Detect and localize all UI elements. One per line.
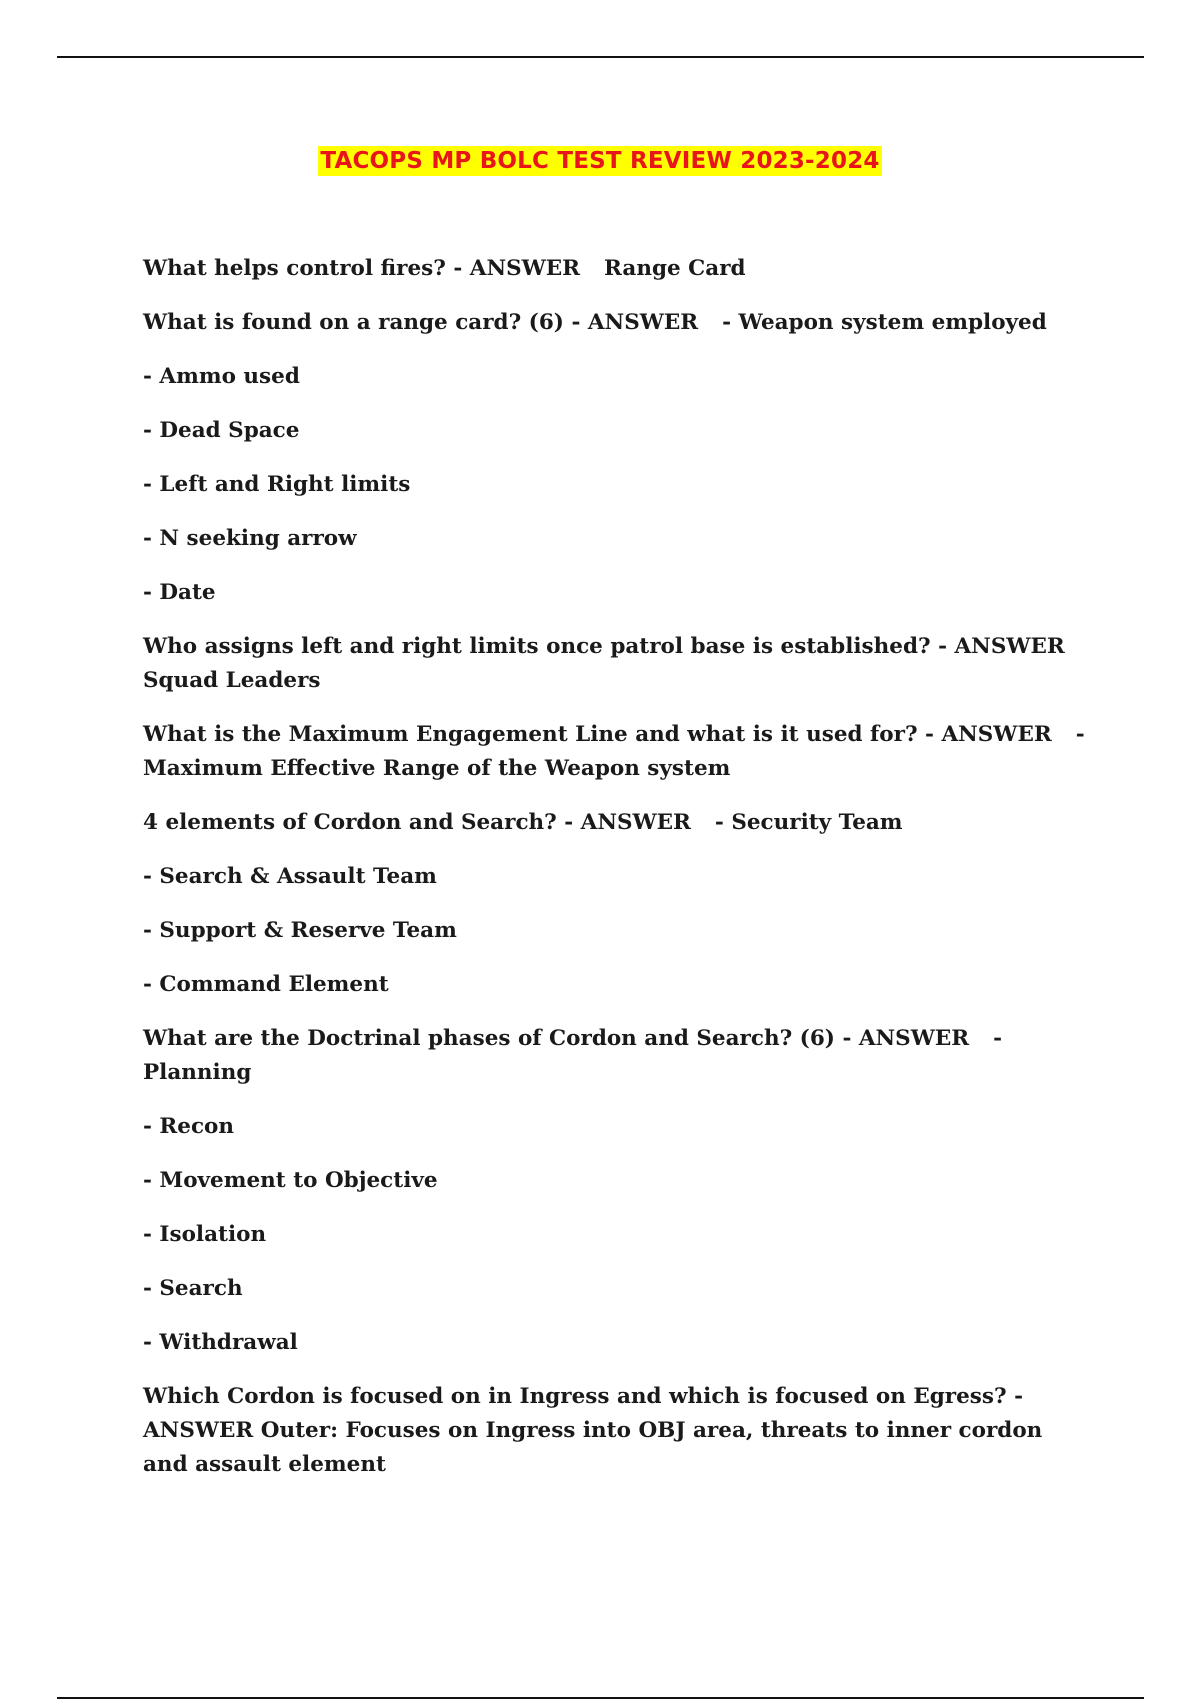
list-item: - Movement to Objective xyxy=(143,1168,438,1193)
qa-line xyxy=(143,806,1088,840)
answer: Range Card xyxy=(604,256,746,281)
question: 4 elements of Cordon and Search? - ANSWER xyxy=(143,810,691,835)
answer: Outer: Focuses on Ingress into OBJ area, threats to inner cordon and assault element xyxy=(143,1418,1050,1477)
answer: - Weapon system employed xyxy=(722,310,1047,335)
list-item: - Dead Space xyxy=(143,418,300,443)
qa-line xyxy=(143,1022,1088,1090)
list-item: - Search & Assault Team xyxy=(143,864,437,889)
answer: - Maximum Effective Range of the Weapon system xyxy=(143,722,1093,781)
question: What is the Maximum Engagement Line and what is it used for? - ANSWER xyxy=(143,722,1052,747)
list-item: - Command Element xyxy=(143,972,389,997)
list-item: - Withdrawal xyxy=(143,1330,298,1355)
qa-line xyxy=(143,718,1093,786)
document-title: TACOPS MP BOLC TEST REVIEW 2023-2024 xyxy=(320,148,880,174)
answer: Squad Leaders xyxy=(143,668,321,693)
list-item: - Support & Reserve Team xyxy=(143,918,457,943)
list-item: - Date xyxy=(143,580,216,605)
list-item: - Search xyxy=(143,1276,243,1301)
question: Who assigns left and right limits once patrol base is established? - ANSWER xyxy=(143,634,1065,659)
list-item: - Isolation xyxy=(143,1222,267,1247)
list-item: - Recon xyxy=(143,1114,235,1139)
document-body xyxy=(143,252,1093,1502)
qa-line xyxy=(143,1380,1088,1482)
question: What is found on a range card? (6) - ANSWER xyxy=(143,310,699,335)
question: Which Cordon is focused on in Ingress and which is focused on Egress? - ANSWER xyxy=(143,1384,1031,1443)
title-container xyxy=(0,146,1200,176)
list-item: - Ammo used xyxy=(143,364,300,389)
footer-rule xyxy=(57,1697,1144,1699)
header-rule xyxy=(57,56,1144,58)
list-item: - N seeking arrow xyxy=(143,526,357,551)
qa-line xyxy=(143,252,1088,286)
answer: - Security Team xyxy=(714,810,903,835)
qa-line xyxy=(143,306,1088,340)
question: What helps control fires? - ANSWER xyxy=(143,256,581,281)
qa-line xyxy=(143,630,1088,698)
answer: - Planning xyxy=(143,1026,1010,1085)
question: What are the Doctrinal phases of Cordon and Search? (6) - ANSWER xyxy=(143,1026,970,1051)
list-item: - Left and Right limits xyxy=(143,472,411,497)
